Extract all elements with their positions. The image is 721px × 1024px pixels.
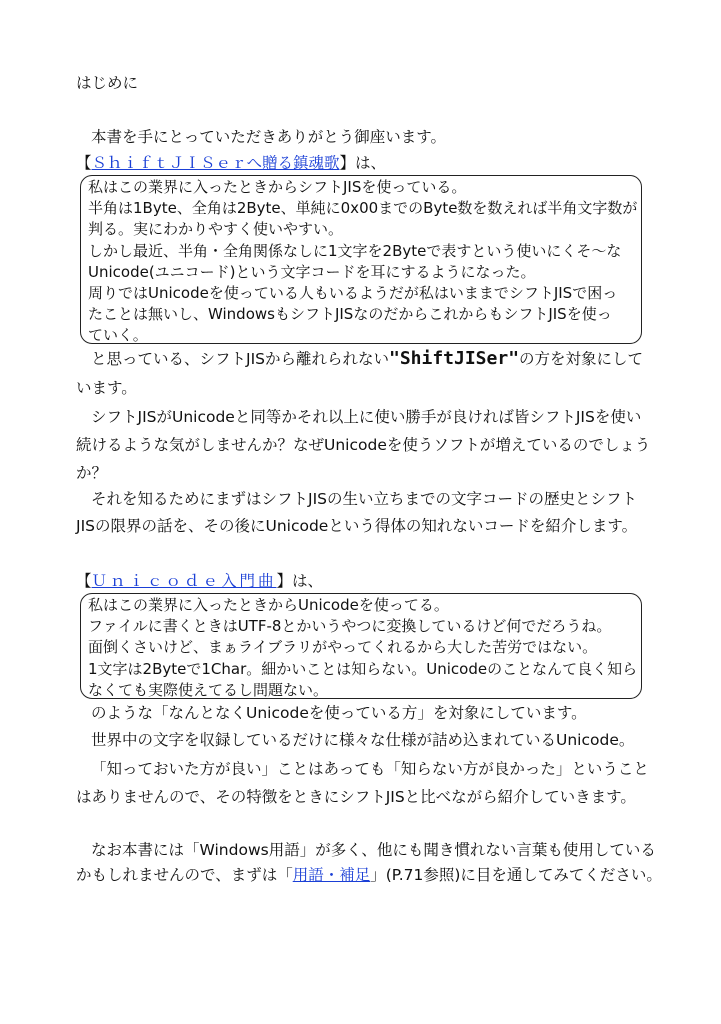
paragraph2-line: か？ — [76, 464, 108, 482]
shiftjiser-quote-box — [80, 175, 642, 344]
bracket-open: 【 — [76, 572, 92, 590]
unicode-chapter-link[interactable]: Ｕｎｉｃｏｄｅ入門曲 — [91, 572, 277, 590]
glossary-link[interactable]: 用語・補足 — [292, 866, 371, 884]
section-heading: はじめに — [76, 74, 139, 92]
shiftjiser-term: "ShiftJISer" — [388, 348, 520, 369]
quote-line: ファイルに書くときはUTF-8とかいうやつに変換しているけど何でだろうね。 — [88, 617, 612, 636]
quote-line: しかし最近、半角・全角関係なしに1文字を2Byteで表すという使いにくそ～な — [88, 241, 622, 260]
target-post: の方を対象にして — [519, 350, 644, 368]
unicode-target-line: のような「なんとなくUnicodeを使っている方」を対象にしています。 — [91, 704, 587, 722]
paragraph4-line: 世界中の文字を収録しているだけに様々な仕様が詰め込まれているUnicode。 — [91, 731, 635, 749]
shiftjiser-target-line-2: います。 — [76, 379, 137, 397]
quote-line: 判る。実にわかりやすく使いやすい。 — [88, 220, 344, 239]
note-line-2 — [76, 864, 662, 886]
bracket-close: 】は、 — [339, 154, 387, 172]
paragraph2-line: シフトJISがUnicodeと同等かそれ以上に使い勝手が良ければ皆シフトJISを使い — [91, 408, 642, 426]
paragraph3-line: JISの限界の話を、その後にUnicodeという得体の知れないコードを紹介します。 — [76, 517, 638, 535]
paragraph2-line: 続けるような気がしませんか？なぜUnicodeを使うソフトが増えているのでしょう — [76, 436, 651, 454]
quote-line: 面倒くさいけど、まぁライブラリがやってくれるから大した苦労ではない。 — [88, 638, 598, 657]
note-pre: かもしれませんので、まずは「 — [76, 866, 293, 884]
quote-line: 半角は1Byte、全角は2Byte、単純に0x00までのByte数を数えれば半角文字数が — [88, 199, 638, 218]
bracket-open: 【 — [76, 154, 92, 172]
paragraph5-line: 「知っておいた方が良い」ことはあっても「知らない方が良かった」ということ — [91, 760, 649, 778]
bracket-close: 】は、 — [276, 572, 324, 590]
quote-line: 1文字は2Byteで1Char。細かいことは知らない。Unicodeのことなんて良く知ら — [88, 659, 638, 678]
intro-line: 本書を手にとっていただきありがとう御座います。 — [91, 128, 446, 146]
note-line-1: なお本書には「Windows用語」が多く、他にも聞き慣れない言葉も使用している — [91, 841, 656, 859]
quote-line: Unicode(ユニコード)という文字コードを耳にするようになった。 — [88, 262, 536, 281]
quote-line: たことは無いし、WindowsもシフトJISなのだからこれからもシフトJISを使っ — [88, 305, 612, 324]
unicode-quote-box — [80, 593, 642, 699]
shiftjiser-chapter-link[interactable]: ＳｈｉｆｔＪＩＳｅｒへ贈る鎮魂歌 — [91, 154, 340, 172]
note-post: 」(P.71参照)に目を通してみてください。 — [370, 866, 662, 884]
quote-line: ていく。 — [88, 326, 148, 345]
paragraph5-line: はありませんので、その特徴をときにシフトJISと比べながら紹介していきます。 — [76, 788, 636, 806]
quote-line: 周りではUnicodeを使っている人もいるようだが私はいままでシフトJISで困っ — [88, 284, 618, 303]
target-pre: と思っている、シフトJISから離れられない — [91, 350, 389, 368]
shiftjiser-title-line — [76, 152, 386, 174]
quote-line: 私はこの業界に入ったときからUnicodeを使ってる。 — [88, 596, 449, 614]
quote-line: 私はこの業界に入ったときからシフトJISを使っている。 — [88, 178, 467, 196]
shiftjiser-target-line — [91, 348, 643, 370]
unicode-title-line — [76, 570, 323, 592]
paragraph3-line: それを知るためにまずはシフトJISの生い立ちまでの文字コードの歴史とシフト — [91, 490, 637, 508]
quote-line: なくても実際使えてるし問題ない。 — [88, 680, 329, 699]
